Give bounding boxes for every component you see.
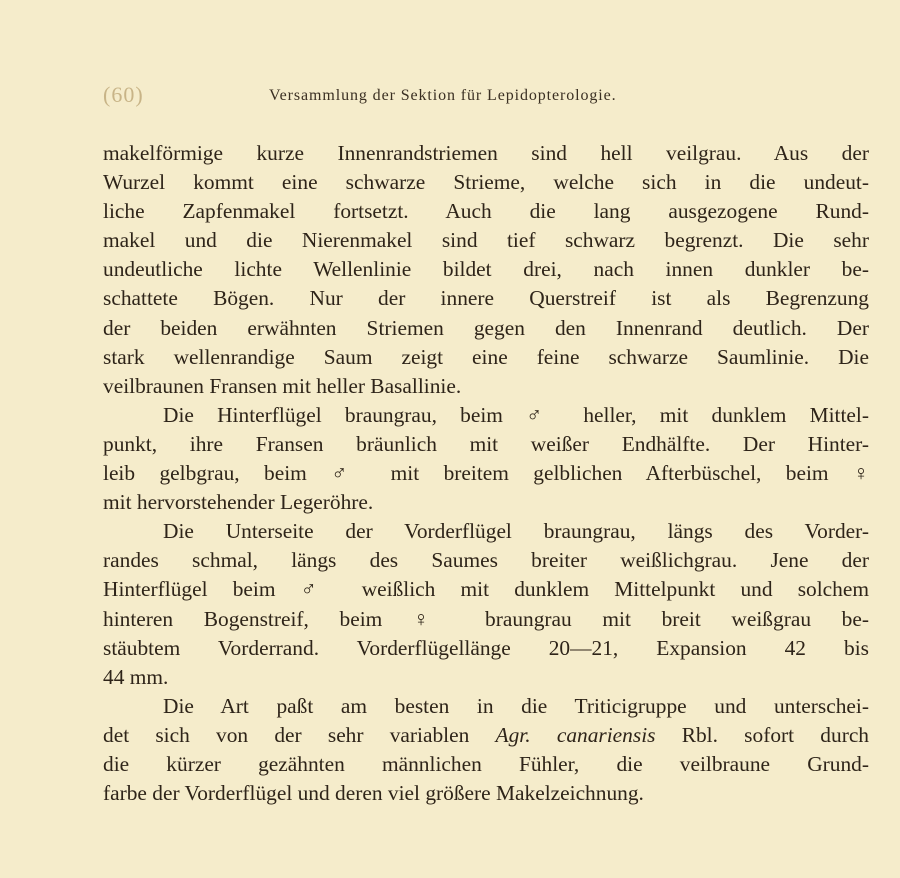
text-line: punkt, ihre Fransen bräunlich mit weißer Endhälfte. Der Hinter-	[103, 431, 869, 456]
text-line: stark wellenrandige Saum zeigt eine feine schwarze Saumlinie. Die	[103, 344, 869, 369]
text-line: mit hervorstehender Legeröhre.	[103, 490, 374, 515]
text-line: stäubtem Vorderrand. Vorderflügellänge 20—21, Expansion 42 bis	[103, 635, 869, 660]
text-line: Die Hinterflügel braungrau, beim ♂ heller, mit dunklem Mittel-	[163, 402, 869, 427]
text-line: undeutliche lichte Wellenlinie bildet drei, nach innen dunkler be-	[103, 257, 869, 282]
text-line: Wurzel kommt eine schwarze Strieme, welche sich in die undeut-	[103, 170, 869, 195]
text-line: farbe der Vorderflügel und deren viel größere Makelzeichnung.	[103, 781, 644, 806]
running-head: Versammlung der Sektion für Lepidopterologie.	[269, 87, 617, 104]
text-line: randes schmal, längs des Saumes breiter weißlichgrau. Jene der	[103, 548, 869, 573]
text-line: makelförmige kurze Innenrandstriemen sind hell veilgrau. Aus der	[103, 141, 869, 165]
text-line	[103, 721, 869, 750]
body-text	[103, 139, 869, 808]
text-line: leib gelbgrau, beim ♂ mit breitem gelblichen Afterbüschel, beim ♀	[103, 461, 869, 486]
text-line: die kürzer gezähnten männlichen Fühler, die veilbraune Grund-	[103, 751, 869, 776]
text-line: der beiden erwähnten Striemen gegen den Innenrand deutlich. Der	[103, 315, 869, 340]
page-number: (60)	[103, 82, 144, 107]
text-line: Hinterflügel beim ♂ weißlich mit dunklem Mittelpunkt und solchem	[103, 577, 869, 602]
text-line: veilbraunen Fransen mit heller Basallinie.	[103, 373, 462, 398]
text-line: Die Art paßt am besten in die Triticigruppe und unterschei-	[163, 693, 869, 718]
text-line: liche Zapfenmakel fortsetzt. Auch die lang ausgezogene Rund-	[103, 199, 869, 224]
text-line: makel und die Nierenmakel sind tief schwarz begrenzt. Die sehr	[103, 228, 869, 253]
text-line: schattete Bögen. Nur der innere Querstreif ist als Begrenzung	[103, 286, 869, 311]
text-line: hinteren Bogenstreif, beim ♀ braungrau mit breit weißgrau be-	[103, 606, 869, 631]
text-line: Die Unterseite der Vorderflügel braungrau, längs des Vorder-	[163, 519, 869, 544]
text-segment: Rbl. sofort durch	[681, 722, 869, 747]
species-name: Agr. canariensis	[495, 722, 656, 747]
page-header	[103, 82, 803, 112]
text-segment: det sich von der sehr variablen	[103, 722, 470, 747]
text-line: 44 mm.	[103, 664, 169, 689]
